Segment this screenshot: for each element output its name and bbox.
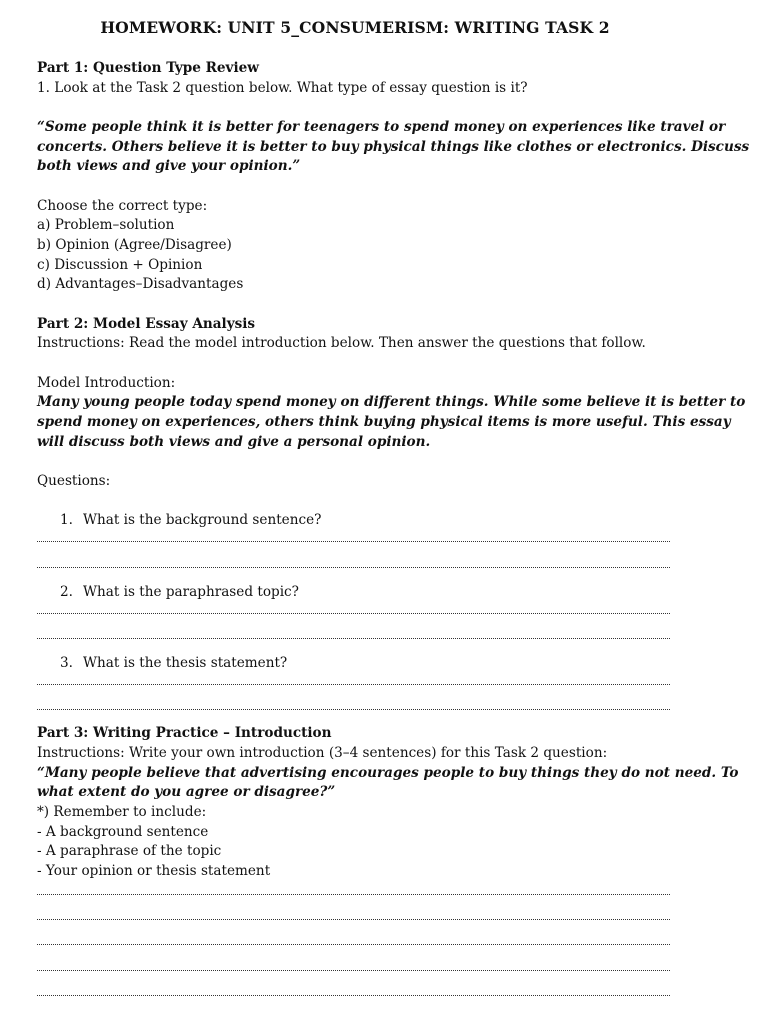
part1-quote-line: “Some people think it is better for teenagers to spend money on experiences like travel or	[37, 119, 726, 135]
answer-line[interactable]	[37, 709, 670, 710]
question-text: What is the thesis statement?	[83, 655, 288, 671]
part3-quote-line: what extent do you agree or disagree?”	[37, 784, 336, 800]
answer-line[interactable]	[37, 567, 670, 568]
choose-type-label: Choose the correct type:	[37, 198, 208, 214]
answer-line[interactable]	[37, 638, 670, 639]
questions-label: Questions:	[37, 473, 111, 489]
remember-item: - A background sentence	[37, 824, 209, 840]
option-a: a) Problem–solution	[37, 217, 175, 233]
answer-line[interactable]	[37, 613, 670, 614]
model-intro-line: Many young people today spend money on different things. While some believe it is better to	[37, 394, 746, 410]
page-title: HOMEWORK: UNIT 5_CONSUMERISM: WRITING TASK 2	[100, 18, 610, 37]
model-intro-line: spend money on experiences, others think buying physical items is more useful. This essay	[37, 414, 731, 430]
part1-quote-line: both views and give your opinion.”	[37, 158, 301, 174]
writing-line[interactable]	[37, 970, 670, 971]
part1-heading: Part 1: Question Type Review	[37, 60, 259, 76]
remember-label: *) Remember to include:	[37, 804, 207, 820]
question-number: 3.	[60, 655, 73, 671]
part1-quote-line: concerts. Others believe it is better to buy physical things like clothes or electronics. Discuss	[37, 139, 750, 155]
option-d: d) Advantages–Disadvantages	[37, 276, 244, 292]
question-text: What is the paraphrased topic?	[83, 584, 299, 600]
part2-instructions: Instructions: Read the model introduction below. Then answer the questions that follow.	[37, 335, 646, 351]
part3-heading: Part 3: Writing Practice – Introduction	[37, 725, 332, 741]
option-b: b) Opinion (Agree/Disagree)	[37, 237, 232, 253]
answer-line[interactable]	[37, 684, 670, 685]
question-number: 1.	[60, 512, 73, 528]
answer-line[interactable]	[37, 541, 670, 542]
writing-line[interactable]	[37, 894, 670, 895]
writing-line[interactable]	[37, 944, 670, 945]
part1-question: 1. Look at the Task 2 question below. What type of essay question is it?	[37, 80, 528, 96]
question-text: What is the background sentence?	[83, 512, 322, 528]
option-c: c) Discussion + Opinion	[37, 257, 203, 273]
writing-line[interactable]	[37, 919, 670, 920]
question-number: 2.	[60, 584, 73, 600]
remember-item: - Your opinion or thesis statement	[37, 863, 271, 879]
part2-heading: Part 2: Model Essay Analysis	[37, 316, 256, 332]
model-intro-line: will discuss both views and give a personal opinion.	[37, 434, 431, 450]
part3-quote-line: “Many people believe that advertising encourages people to buy things they do not need. To	[37, 765, 739, 781]
remember-item: - A paraphrase of the topic	[37, 843, 222, 859]
part3-instructions: Instructions: Write your own introduction (3–4 sentences) for this Task 2 question:	[37, 745, 608, 761]
writing-line[interactable]	[37, 995, 670, 996]
model-intro-label: Model Introduction:	[37, 375, 176, 391]
